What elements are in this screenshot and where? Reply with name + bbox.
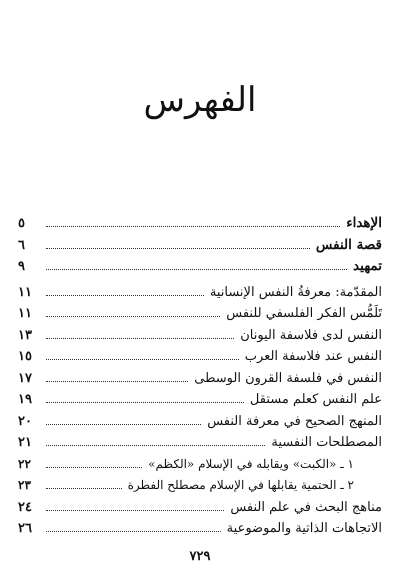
toc-entry — [18, 282, 382, 304]
dot-leader — [46, 392, 244, 403]
toc-entry-page: ١٣ — [18, 327, 32, 343]
dot-leader — [46, 328, 234, 339]
toc-entry-page: ١٩ — [18, 392, 32, 407]
toc-entry — [18, 518, 382, 540]
page-number: ٧٢٩ — [189, 549, 211, 564]
toc-entry-page: ٢٦ — [18, 521, 32, 536]
toc-entry — [18, 235, 382, 257]
toc-entry — [18, 256, 382, 278]
toc-entry-page: ٢٤ — [18, 499, 32, 515]
toc-entry — [18, 389, 382, 411]
dot-leader — [46, 349, 239, 360]
toc-entry — [18, 411, 382, 433]
toc-entry — [18, 303, 382, 325]
toc-entry-label: ٢ ـ الحتمية يقابلها في الإسلام مصطلح الفطرة — [127, 478, 354, 492]
toc-entry-page: ٦ — [18, 237, 25, 253]
dot-leader — [46, 414, 201, 425]
dot-leader — [46, 216, 340, 227]
toc-entry — [18, 325, 382, 347]
toc-entry-page: ٢٣ — [18, 478, 31, 492]
toc-entry-label: قصة النفس — [315, 236, 382, 253]
toc-entry-label: تمهيد — [353, 258, 382, 274]
dot-leader — [46, 457, 142, 468]
toc-entry — [18, 368, 382, 390]
toc-entry — [18, 475, 382, 497]
toc-entry — [18, 346, 382, 368]
toc-entry — [18, 454, 382, 476]
toc-entry-page: ٢١ — [18, 435, 32, 450]
toc-entry-page: ٢٠ — [18, 413, 32, 429]
table-of-contents — [18, 213, 382, 540]
toc-entry — [18, 213, 382, 235]
toc-entry-label: المقدّمة: معرفةُ النفس الإنسانية — [209, 284, 382, 300]
toc-entry-page: ١٧ — [18, 370, 32, 386]
dot-leader — [46, 259, 347, 270]
toc-entry-label: ١ ـ «الكبت» ويقابله في الإسلام «الكظم» — [148, 456, 354, 471]
toc-entry-page: ١١ — [18, 306, 32, 321]
dot-leader — [46, 285, 204, 296]
toc-entry-label: النفس عند فلاسفة العرب — [244, 349, 382, 364]
dot-leader — [46, 371, 188, 382]
toc-entry-label: النفس لدى فلاسفة اليونان — [240, 327, 382, 343]
toc-entry-label: علم النفس كعلم مستقل — [249, 392, 382, 407]
toc-entry-label: المصطلحات النفسية — [271, 435, 382, 450]
toc-entry-label: النفس في فلسفة القرون الوسطى — [194, 370, 382, 386]
toc-entry — [18, 432, 382, 454]
toc-entry-label: تَلَمُّس الفكر الفلسفي للنفس — [226, 306, 382, 321]
page-title: الفهرس — [143, 80, 257, 120]
dot-leader — [46, 435, 265, 446]
dot-leader — [46, 521, 221, 532]
toc-entry-page: ٥ — [18, 216, 25, 231]
dot-leader — [46, 306, 220, 317]
dot-leader — [46, 500, 224, 511]
toc-entry-page: ١٥ — [18, 349, 32, 364]
dot-leader — [46, 478, 122, 489]
toc-entry-label: مناهج البحث في علم النفس — [230, 499, 382, 515]
toc-entry-page: ٢٢ — [18, 456, 31, 471]
toc-entry-label: الإهداء — [346, 215, 382, 231]
toc-entry-label: المنهج الصحيح في معرفة النفس — [207, 413, 382, 429]
toc-entry-page: ٩ — [18, 259, 25, 274]
toc-entry-page: ١١ — [18, 284, 32, 300]
dot-leader — [46, 238, 310, 249]
toc-entry — [18, 497, 382, 519]
toc-entry-label: الاتجاهات الذاتية والموضوعية — [226, 521, 382, 536]
